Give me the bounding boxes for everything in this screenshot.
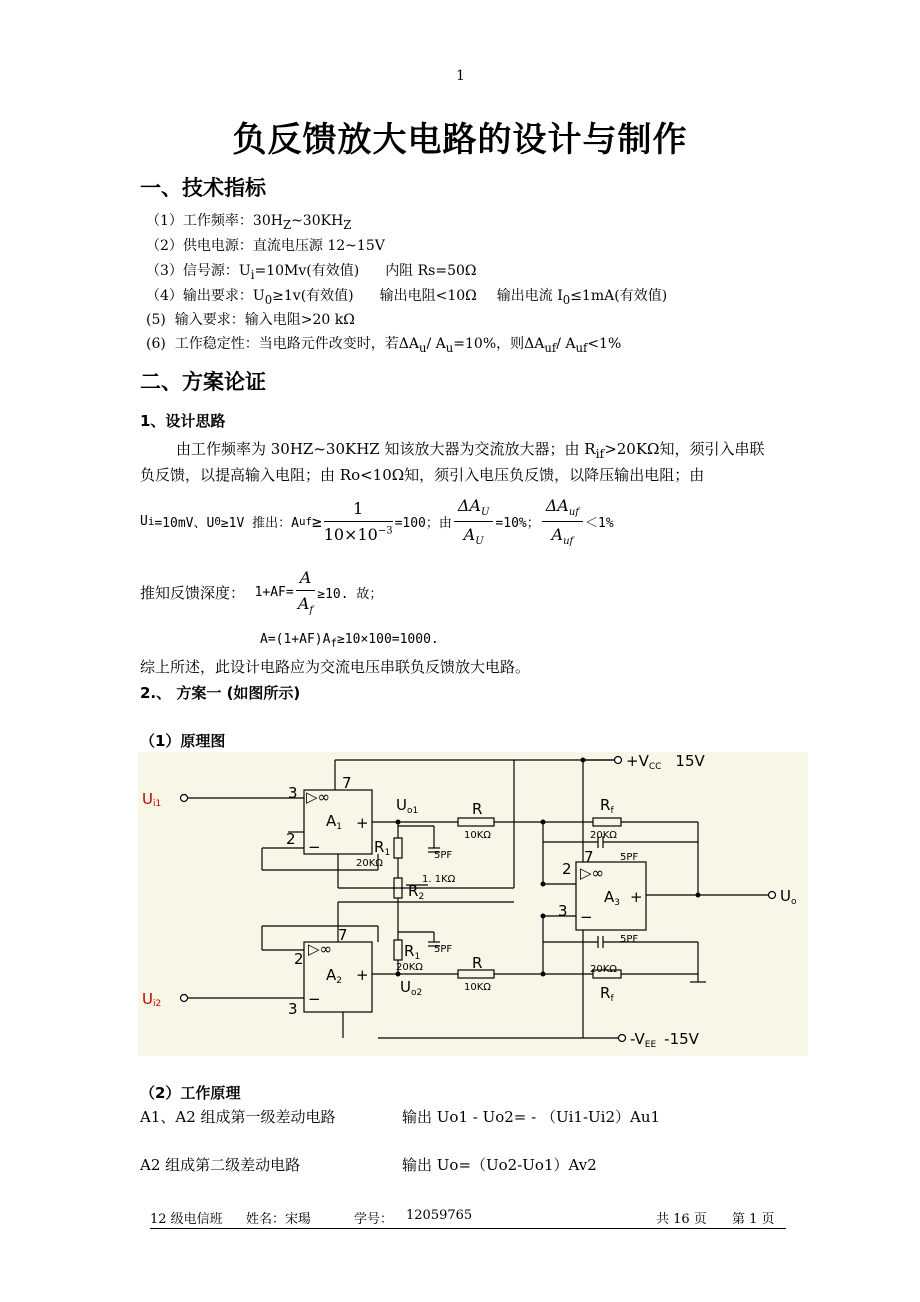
label-ui2: Ui2 bbox=[142, 990, 162, 1009]
footer-class: 12 级电信班 bbox=[150, 1212, 223, 1227]
label-a1: $A_1$ bbox=[326, 812, 342, 832]
footer-page: 第 1 页 bbox=[732, 1212, 775, 1227]
spec-item-6: (6) 工作稳定性：当电路元件改变时，若$\Delta A_u/$ $A_u=10\%$，则$\Delta A_{uf}/$ $A_{uf}<1\%$ bbox=[146, 336, 622, 355]
label-uo1: $U_{o1}$ bbox=[396, 796, 419, 816]
page-number: 1 bbox=[456, 68, 465, 84]
footer-id: 12059765 bbox=[406, 1208, 473, 1223]
subheading-principle: （2）工作原理 bbox=[140, 1084, 241, 1102]
spec-item-1: （1）工作频率：$30H_Z\sim 30KH_Z$ bbox=[146, 213, 352, 232]
fraction-a-over-af: $\frac{A}{A_f}$ bbox=[296, 568, 316, 616]
equation-1: U i =10mV、U 0 ≥1V 推出：A uf ≥ $\frac{1}{10\times 10^{-3}}$ =100；由 $\frac{\Delta A_U}{A_U}$ =10%； $\frac{\Delta A_{uf}}{A_{uf}}$ ＜1% bbox=[140, 496, 614, 548]
value-r1-top: 20KΩ bbox=[356, 858, 383, 869]
value-r-top: 10KΩ bbox=[464, 830, 491, 841]
spec-item-2: （2）供电电源：直流电压源 12~15V bbox=[146, 238, 385, 254]
value-rf-bottom: 20KΩ bbox=[590, 964, 617, 975]
fraction-aufmin: $\frac{1}{10\times 10^{-3}}$ bbox=[323, 499, 393, 545]
terminal-vcc bbox=[615, 757, 622, 764]
pin-3-a1: 3 bbox=[288, 784, 298, 802]
terminal-uo bbox=[769, 892, 776, 899]
pin-7-a3: 7 bbox=[584, 848, 594, 866]
page-title: 负反馈放大电路的设计与制作 bbox=[232, 120, 688, 160]
opamp-symbol-a2: ▷∞ bbox=[308, 940, 333, 958]
value-r1-bottom: 20KΩ bbox=[396, 962, 423, 973]
spec-item-5: (5) 输入要求：输入电阻>20 kΩ bbox=[146, 312, 355, 328]
terminal-ui2 bbox=[181, 995, 188, 1002]
label-uo2: $U_{o2}$ bbox=[400, 978, 423, 998]
plus-a1: + bbox=[356, 814, 369, 832]
value-cap-a3-top: 5PF bbox=[620, 852, 639, 863]
pin-2-a1: 2 bbox=[286, 830, 296, 848]
fraction-delta-auf: $\frac{\Delta A_{uf}}{A_{uf}}$ bbox=[542, 496, 583, 547]
principle-row-1-right: 输出 Uo1 - Uo2= - （Ui1-Ui2）Au1 bbox=[402, 1108, 661, 1126]
footer-name: 姓名：宋瑒 bbox=[246, 1212, 312, 1227]
principle-row-2-left: A2 组成第二级差动电路 bbox=[140, 1156, 301, 1174]
value-cap-a2: 5PF bbox=[434, 944, 453, 955]
pin-7-a2: 7 bbox=[338, 926, 348, 944]
label-vcc: $+V_{CC}$ 15V bbox=[626, 752, 705, 772]
value-r-bottom: 10KΩ bbox=[464, 982, 491, 993]
section-heading-scheme: 二、方案论证 bbox=[140, 370, 266, 394]
label-rf-top: $R_f$ bbox=[600, 796, 614, 816]
label-a2: $A_2$ bbox=[326, 966, 342, 986]
subheading-design-idea: 1、设计思路 bbox=[140, 412, 226, 430]
value-cap-a3-bottom: 5PF bbox=[620, 934, 639, 945]
opamp-symbol-a1: ▷∞ bbox=[306, 788, 331, 806]
terminal-vee bbox=[619, 1035, 626, 1042]
subheading-scheme-one: 2.、 方案一 (如图所示) bbox=[140, 684, 301, 702]
label-r2: $R_2$ bbox=[408, 882, 425, 902]
pin-7-a1: 7 bbox=[342, 774, 352, 792]
spec-item-4: （4）输出要求：$U_0\ge 1v$(有效值) 输出电阻<10Ω 输出电流 $I_0\le 1mA$(有效值) bbox=[146, 288, 668, 307]
circuit-schematic bbox=[138, 752, 808, 1056]
section-heading-specs: 一、技术指标 bbox=[140, 176, 266, 200]
principle-row-1-left: A1、A2 组成第一级差动电路 bbox=[140, 1108, 336, 1126]
value-rf-top: 20KΩ bbox=[590, 830, 617, 841]
minus-a3: − bbox=[580, 908, 593, 926]
label-uo: $U_o$ bbox=[780, 887, 797, 907]
value-cap-a1: 5PF bbox=[434, 850, 453, 861]
value-r2: 1. 1KΩ bbox=[422, 874, 456, 885]
label-r-top: R bbox=[472, 800, 483, 818]
label-r1-top: $R_1$ bbox=[374, 838, 391, 858]
paragraph-line-2: 负反馈，以提高输入电阻；由 Ro<10Ω知，须引入电压负反馈，以降压输出电阻；由 bbox=[140, 466, 705, 484]
pin-2-a3: 2 bbox=[562, 860, 572, 878]
fraction-delta-au: $\frac{\Delta A_U}{A_U}$ bbox=[454, 496, 494, 547]
label-r1-bottom: $R_1$ bbox=[404, 942, 421, 962]
principle-row-2-right: 输出 Uo=（Uo2-Uo1）Av2 bbox=[402, 1156, 597, 1174]
paragraph-line-1: 由工作频率为 30HZ~30KHZ 知该放大器为交流放大器；由 $R_{if}>20K\Omega$知，须引入串联 bbox=[176, 440, 765, 461]
opamp-symbol-a3: ▷∞ bbox=[580, 864, 605, 882]
label-a3: $A_3$ bbox=[604, 888, 620, 908]
pin-2-a2: 2 bbox=[294, 950, 304, 968]
label-rf-bottom: $R_f$ bbox=[600, 984, 614, 1004]
label-r-bottom: R bbox=[472, 954, 483, 972]
footer-id-label: 学号： bbox=[354, 1212, 394, 1227]
plus-a3: + bbox=[630, 888, 643, 906]
minus-a2: − bbox=[308, 990, 321, 1008]
pin-3-a2: 3 bbox=[288, 1000, 298, 1018]
spec-item-3: （3）信号源：$U_i=10Mv$(有效值) 内阻 Rs=50Ω bbox=[146, 263, 477, 282]
equation-3: $A=(1+AF)A_f\ge 10\times 100=1000$. bbox=[260, 632, 439, 650]
terminal-ui1 bbox=[181, 795, 188, 802]
footer-total-pages: 共 16 页 bbox=[656, 1212, 707, 1227]
minus-a1: − bbox=[308, 838, 321, 856]
page-footer bbox=[150, 1208, 786, 1229]
equation-2: 推知反馈深度： 1+AF= $\frac{A}{A_f}$ ≥10. 故； bbox=[140, 568, 383, 617]
subheading-schematic: （1）原理图 bbox=[140, 732, 226, 750]
label-vee: $-V_{EE}$ -15V bbox=[630, 1030, 699, 1050]
label-ui1: Ui1 bbox=[142, 790, 162, 809]
conclusion-text: 综上所述，此设计电路应为交流电压串联负反馈放大电路。 bbox=[140, 658, 531, 676]
plus-a2: + bbox=[356, 966, 369, 984]
pin-3-a3: 3 bbox=[558, 902, 568, 920]
